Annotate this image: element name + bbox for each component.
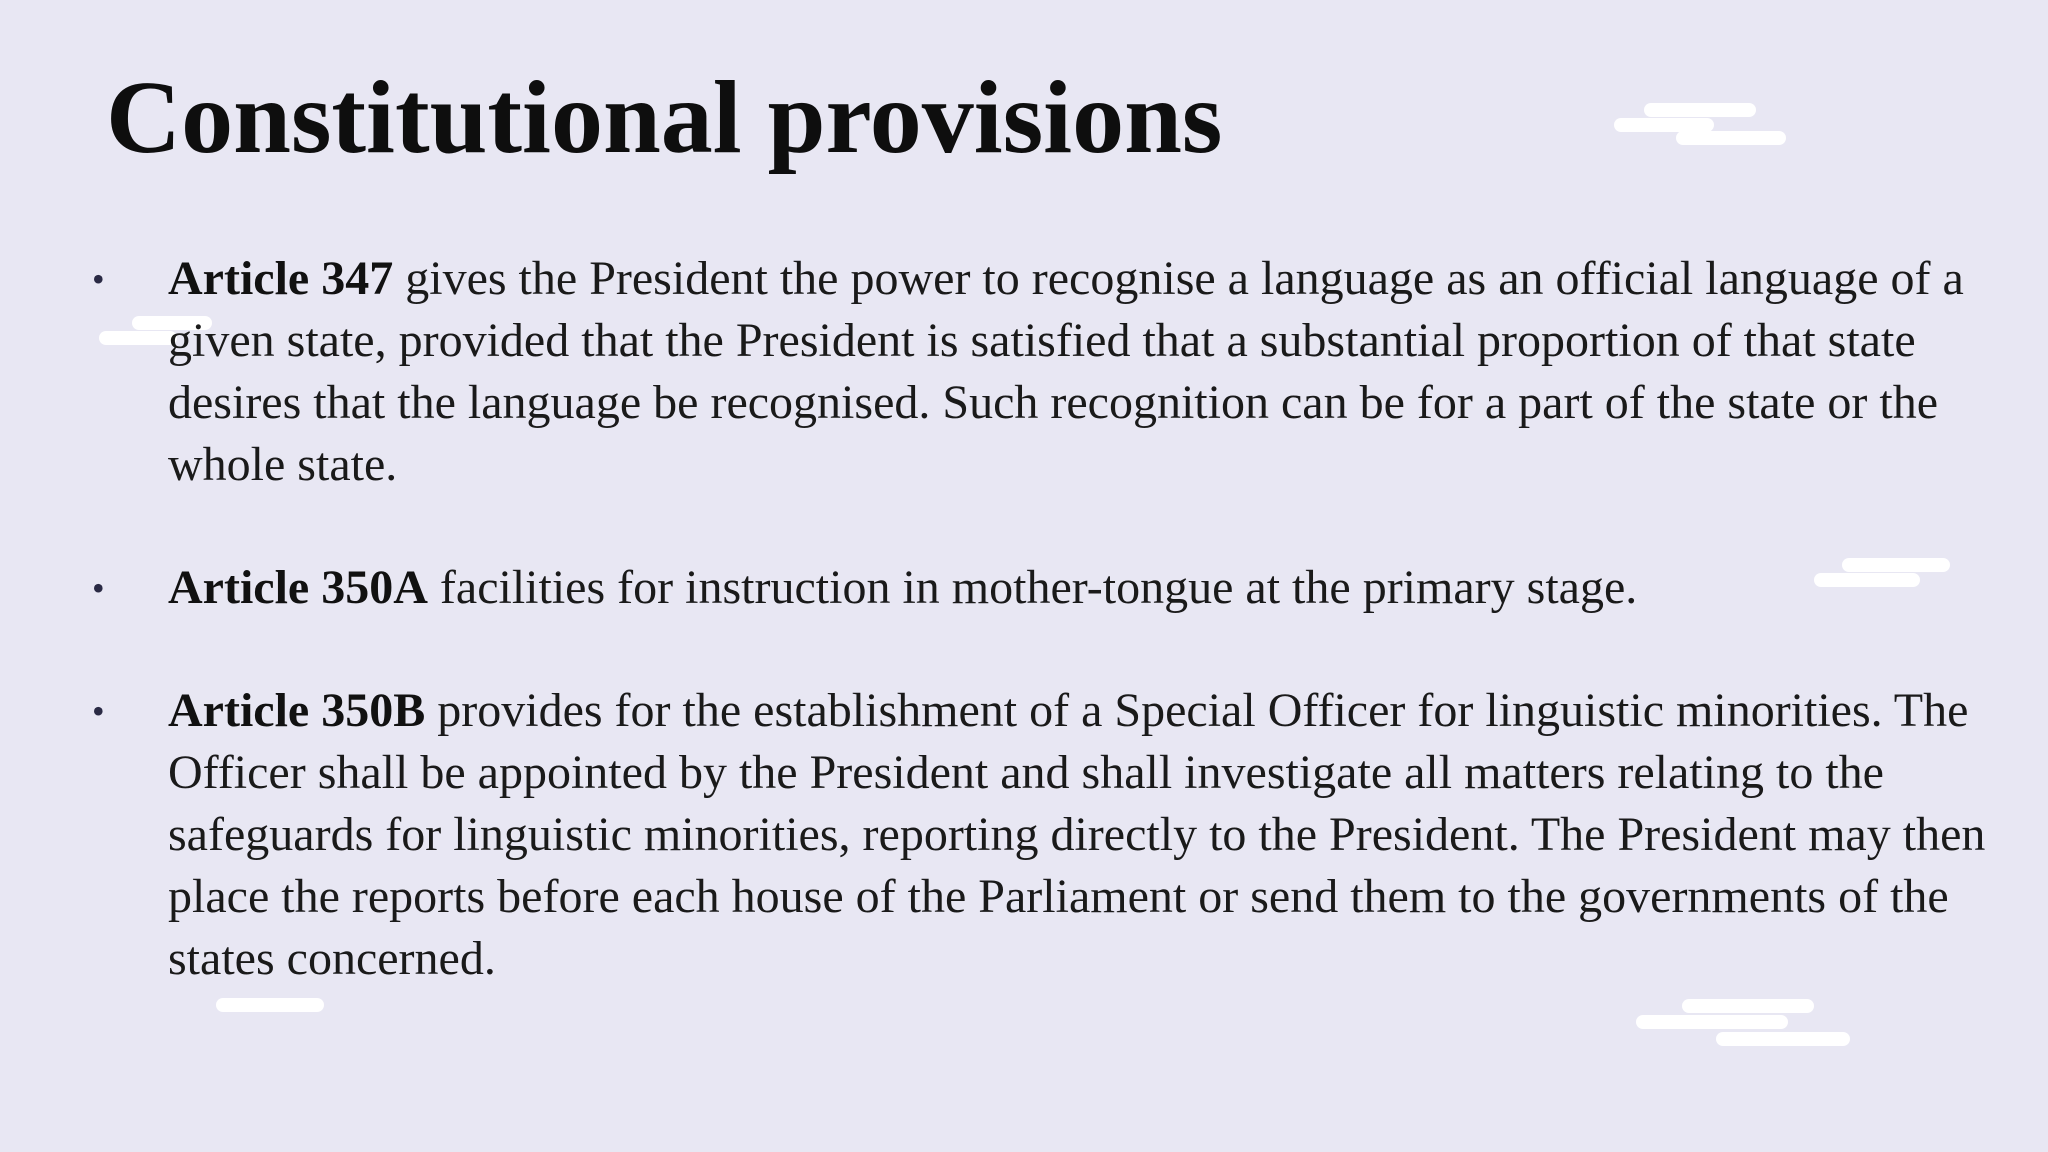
bullet-text: [168, 557, 1988, 619]
article-description: facilities for instruction in mother-tongue at the primary stage.: [427, 561, 1638, 614]
article-number: Article 350B: [168, 684, 426, 737]
bullet-text: [168, 680, 1988, 990]
article-number: Article 347: [168, 252, 394, 305]
bullet-icon: •: [92, 691, 105, 731]
bullet-item-article-350a: [88, 557, 1988, 619]
bullet-item-article-350b: [88, 680, 1988, 990]
cloud-stroke-icon: [1636, 1015, 1788, 1029]
cloud-stroke-icon: [1676, 131, 1786, 145]
cloud-stroke-icon: [216, 998, 324, 1012]
article-description: gives the President the power to recognise a language as an official language of a given state, provided that the President is satisfied that a substantial proportion of that state desires that the language be recognised. Such recognition can be for a part of the state or the whole state.: [168, 252, 1964, 491]
slide-title: Constitutional provisions: [106, 60, 1223, 175]
article-number: Article 350A: [168, 561, 428, 614]
cloud-stroke-icon: [1716, 1032, 1850, 1046]
bullet-text: [168, 248, 1988, 496]
bullet-icon: •: [92, 568, 105, 608]
article-description: provides for the establishment of a Special Officer for linguistic minorities. The Officer shall be appointed by the President and shall investigate all matters relating to the safeguards for linguistic minorities, reporting directly to the President. The President may then place the reports before each house of the Parliament or send them to the governments of the states concerned.: [168, 684, 1986, 985]
cloud-stroke-icon: [1682, 999, 1814, 1013]
bullet-icon: •: [92, 259, 105, 299]
bullet-list: [88, 248, 1988, 990]
cloud-stroke-icon: [1614, 118, 1714, 132]
bullet-item-article-347: [88, 248, 1988, 496]
cloud-stroke-icon: [1644, 103, 1756, 117]
